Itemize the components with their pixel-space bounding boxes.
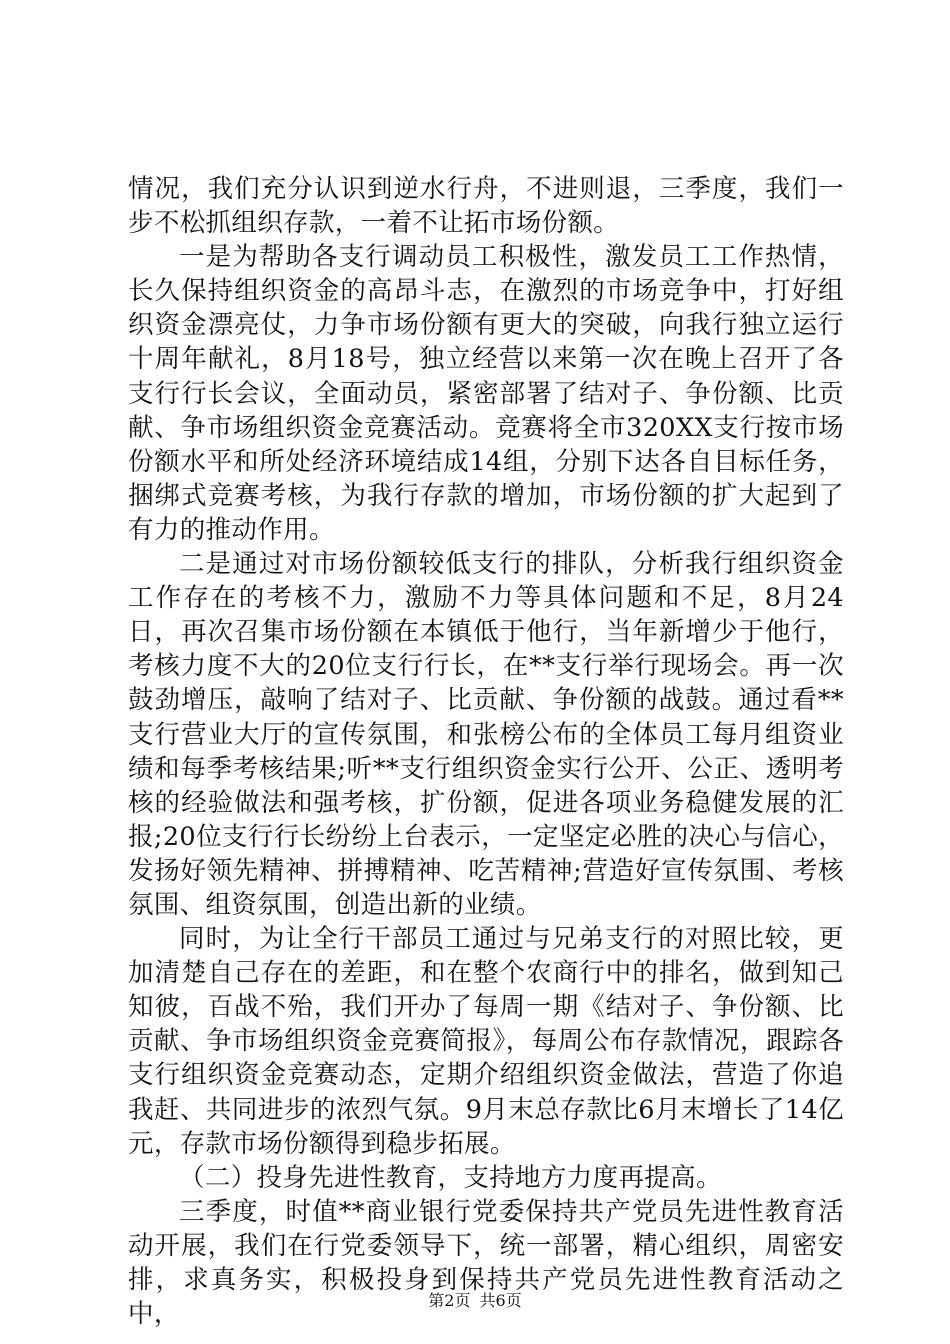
paragraph-2: 一是为帮助各支行调动员工积极性，激发员工工作热情，长久保持组织资金的高昂斗志，在激烈的市场竞争中，打好组织资金漂亮仗，力争市场份额有更大的突破，向我行独立运行十周年献礼，8月18号，独立经营以来第一次在晚上召开了各支行行长会议，全面动员，紧密部署了结对子、争份额、比贡献、争市场组织资金竞赛活动。竞赛将全市320XX支行按市场份额水平和所处经济环境结成14组，分别下达各自目标任务，捆绑式竞赛考核，为我行存款的增加，市场份额的扩大起到了有力的推动作用。 xyxy=(128,242,844,545)
page-footer xyxy=(0,1291,950,1311)
paragraph-4: 同时，为让全行干部员工通过与兄弟支行的对照比较，更加清楚自己存在的差距，和在整个农商行中的排名，做到知己知彼，百战不殆，我们开办了每周一期《结对子、争份额、比贡献、争市场组织资金竞赛简报》，每周公布存款情况，跟踪各支行组织资金竞赛动态，定期介绍组织资金做法，营造了你追我赶、共同进步的浓烈气氛。9月末总存款比6月末增长了14亿元，存款市场份额得到稳步拓展。 xyxy=(128,924,844,1159)
page-number: 第2页 xyxy=(428,1291,471,1310)
paragraph-1: 情况，我们充分认识到逆水行舟，不进则退，三季度，我们一步不松抓组织存款，一着不让拓市场份额。 xyxy=(128,174,844,239)
page-total: 共6页 xyxy=(479,1291,522,1310)
paragraph-3: 二是通过对市场份额较低支行的排队，分析我行组织资金工作存在的考核不力，激励不力等具体问题和不足，8月24日，再次召集市场份额在本镇低于他行，当年新增少于他行，考核力度不大的20位支行行长，在**支行举行现场会。再一次鼓劲增压，敲响了结对子、比贡献、争份额的战鼓。通过看**支行营业大厅的宣传氛围，和张榜公布的全体员工每月组资业绩和每季考核结果;听**支行组织资金实行公开、公正、透明考核的经验做法和强考核，扩份额，促进各项业务稳健发展的汇报;20位支行行长纷纷上台表示，一定坚定必胜的决心与信心，发扬好领先精神、拼搏精神、吃苦精神;营造好宣传氛围、考核氛围、组资氛围，创造出新的业绩。 xyxy=(128,549,844,920)
document-body xyxy=(128,172,844,1331)
paragraph-5: 三季度，时值**商业银行党委保持共产党员先进性教育活动开展，我们在行党委领导下，统一部署，精心组织，周密安排，求真务实，积极投身到保持共产党员先进性教育活动之中， xyxy=(128,1196,844,1330)
section-heading: （二）投身先进性教育，支持地方力度再提高。 xyxy=(179,1162,722,1193)
